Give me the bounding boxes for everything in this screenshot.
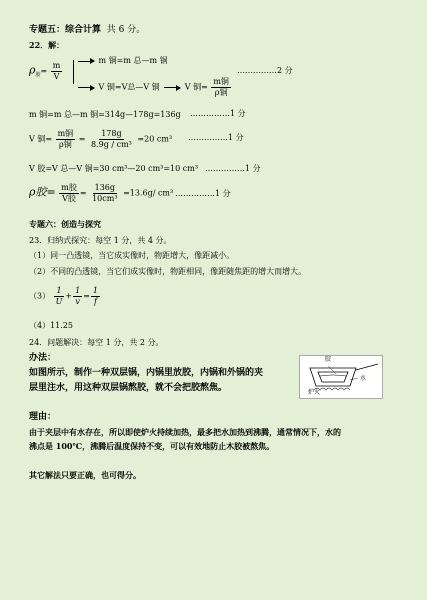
q22-branch1 [76,57,168,65]
q24-reason-line2: 沸点是 100℃，沸腾后温度保持不变，可以有效地防止木胶被熬焦。 [29,441,275,451]
q22-step2-result: =20 cm³ [137,134,173,144]
frac-num: 1 [92,286,98,295]
q24-other: 其它解法只要正确，也可得分。 [29,470,141,480]
q22-step3: V 胶=V 总—V 铜=30 cm³—20 cm³=10 cm³ [29,164,199,173]
frac-num: m铜 [57,129,74,138]
q24-method-line2: 层里注水，用这种双层锅熬胶，就不会把胶熬焦。 [29,383,228,393]
q22-step2-frac2 [89,130,134,149]
q22-branch2-vtong: V 铜= [184,82,208,92]
q24-method-line1: 如图所示，制作一种双层锅，内锅里放胶，内锅和外锅的夹 [29,368,264,378]
frac-num: 1 [56,286,62,295]
equals-sign: = [83,291,90,301]
frac-num: m铜 [213,77,229,86]
double-pot-illustration [299,355,383,399]
q22-score-2: ……………2 分 [237,66,293,75]
q22-step2-prefix: V 铜= [29,134,53,144]
q23-item2: （2）不同的凸透镜，当它们成实像时，物距相同，像距随焦距的增大而增大。 [29,267,307,276]
frac-num: m [52,61,61,70]
q24-reason-line1: 由于夹层中有水存在，所以即使炉火持续加热，最多把水加热到沸腾，通常情况下，水的 [29,427,341,437]
illus-label-stove: 炉火 [308,389,321,396]
q23-item3 [29,287,101,306]
q22-formula-main: $\rho_胶=$ $\frac{m}{V}$ [29,61,61,81]
frac-num: 178g [101,129,122,138]
q23-item3-prefix: （3） [29,291,51,301]
q22-branch2-text: V 铜=V总—V 铜 [98,82,160,92]
frac-num: m胶 [61,183,77,192]
arrow-icon [78,61,94,62]
frac-num: 136g [94,183,115,192]
q23-frac-f [91,287,100,306]
frac-den: v [75,297,80,306]
q22-step2 [29,130,172,149]
frac-den: 8.9g / cm³ [90,140,132,149]
frac-num: 1 [75,286,81,295]
q22-fraction-tong [211,78,231,97]
q23-item4: （4）11.25 [29,321,73,330]
section6-title: 专题六：创造与探究 [29,219,101,229]
illus-label-glue: 胶 [325,356,332,363]
q22-step4-frac2 [90,184,119,203]
rho-symbol: ρ [29,63,36,77]
q23-item1: （1）同一凸透镜，当它成实像时，物距增大，像距减小。 [29,251,235,260]
arrow-icon [164,87,180,88]
q22-step1: m 铜=m 总—m 铜=314g—178g=136g [29,110,181,119]
q23-frac-u [54,287,65,306]
q22-step4-result: =13.6g/ cm³ [123,188,174,198]
q22-step2-frac1 [56,130,76,149]
q23-frac-v [73,287,82,306]
frac-den: ρ铜 [59,140,72,149]
q22-step4: ρ胶= $\frac{\text{m胶}}{\text{V胶}}$ = $\frac{136g}{\text{10cm³}}$ =13.6g/ cm³ [29,183,174,203]
rho-subscript: 胶 [35,72,41,79]
q22-brace [73,60,74,84]
q22-step1-score: ……………1 分 [190,109,246,118]
q22-step4-prefix: ρ胶= [29,185,56,199]
frac-den: ρ铜 [214,88,228,97]
section5-heading [29,26,145,35]
q22-step3-score: ……………1 分 [205,164,261,173]
q22-step2-score: ……………1 分 [188,133,244,142]
section5-score: 共 6 分。 [106,25,146,35]
equals-sign: = [78,134,86,144]
q24-method-label: 办法： [29,353,57,363]
arrow-icon [78,87,94,88]
frac-den: U [55,297,63,306]
q22-label: 22．解： [29,40,65,50]
q23-title: 23．归纳式探究：每空 1 分，共 4 分。 [29,236,172,245]
q22-step4-frac1 [59,184,79,203]
illus-label-water: 水 [360,375,367,382]
q22-step4-score: ……………1 分 [175,189,231,198]
section5-title: 专题五：综合计算 [29,25,102,35]
frac-den: V [53,72,60,81]
frac-den: V胶 [62,194,76,203]
q22-fraction-mv [51,62,63,81]
frac-den: 10cm³ [92,194,118,203]
q24-title: 24．问题解决：每空 1 分，共 2 分。 [29,338,164,347]
q24-reason-label: 理由： [29,412,57,422]
frac-den: f [93,297,97,306]
q22-branch1-text: m 铜=m 总—m 铜 [98,56,168,65]
q22-branch2 [76,78,232,97]
plus-sign: + [65,291,73,301]
